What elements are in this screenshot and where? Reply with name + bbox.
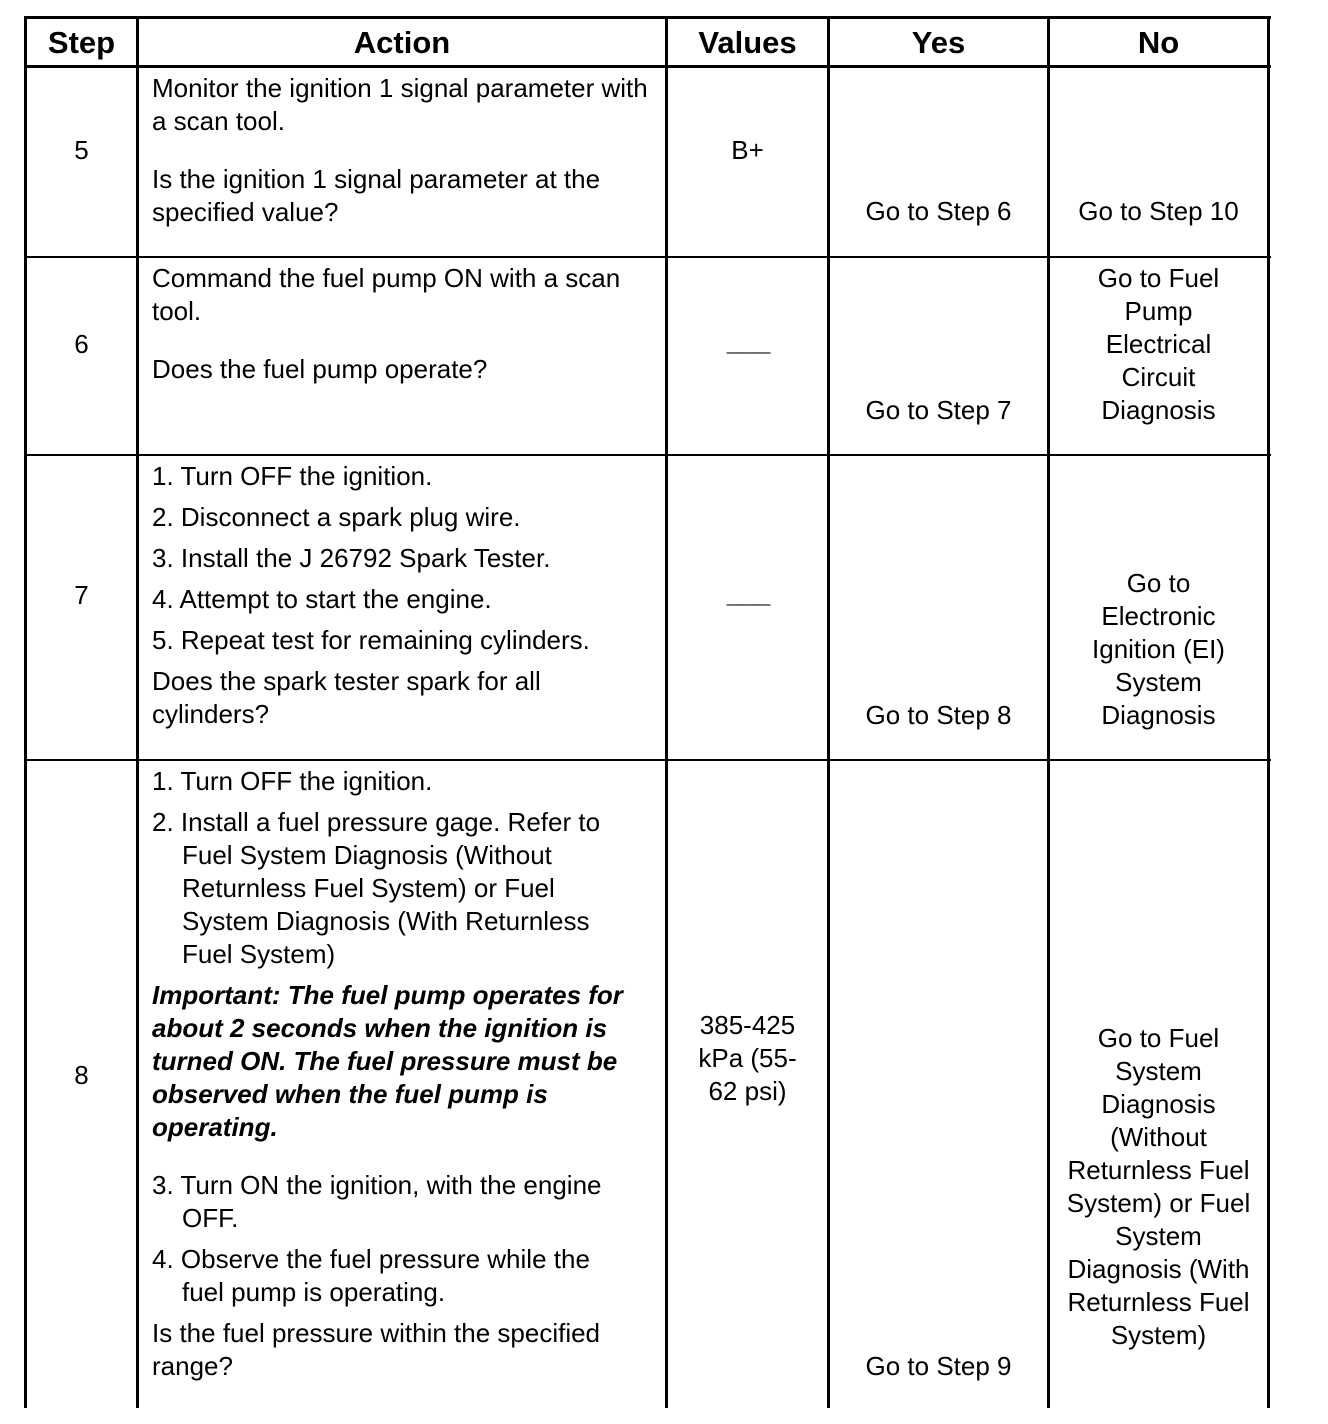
- action-question: Does the fuel pump operate?: [152, 354, 488, 384]
- column-divider: [136, 16, 139, 1408]
- step-number: 5: [74, 135, 89, 165]
- step-number: 8: [74, 1060, 89, 1090]
- list-item: 5. Repeat test for remaining cylinders.: [152, 625, 590, 655]
- action-cell: [152, 262, 642, 386]
- important-note: Important: The fuel pump operates for about 2 seconds when the ignition is turned ON. The fuel pressure must be observed when the fuel pump is operating.: [152, 980, 623, 1142]
- row-divider: [24, 256, 1271, 258]
- list-item: 4. Attempt to start the engine.: [152, 584, 492, 614]
- action-cell: [152, 765, 636, 1383]
- action-text: Monitor the ignition 1 signal parameter with a scan tool.: [152, 73, 648, 136]
- no-cell: Go to Electronic Ignition (EI) System Diagnosis: [1092, 568, 1225, 730]
- action-question: Does the spark tester spark for all cylinders?: [152, 666, 541, 729]
- action-cell: [152, 72, 652, 229]
- list-item: 1. Turn OFF the ignition.: [152, 461, 433, 491]
- no-cell: Go to Fuel Pump Electrical Circuit Diagnosis: [1097, 263, 1220, 425]
- values-cell: 385-425 kPa (55-62 psi): [698, 1010, 797, 1106]
- action-cell: [152, 460, 652, 731]
- table-border-top: [24, 16, 1271, 19]
- list-item: 3. Install the J 26792 Spark Tester.: [152, 543, 551, 573]
- yes-cell: Go to Step 6: [865, 196, 1012, 226]
- action-text: Command the fuel pump ON with a scan tool.: [152, 263, 621, 326]
- values-cell: B+: [731, 135, 764, 165]
- no-cell: Go to Fuel System Diagnosis (Without Returnless Fuel System) or Fuel System Diagnosis (With Returnless Fuel System): [1066, 1023, 1251, 1350]
- row-divider: [24, 454, 1271, 456]
- row-divider: [24, 759, 1271, 761]
- action-question: Is the ignition 1 signal parameter at the specified value?: [152, 164, 601, 227]
- header-values: Values: [698, 25, 797, 60]
- table-border-right: [1267, 16, 1270, 1408]
- step-number: 7: [74, 580, 89, 610]
- list-item: 3. Turn ON the ignition, with the engine OFF.: [152, 1170, 602, 1233]
- column-divider: [665, 16, 668, 1408]
- column-divider: [24, 16, 27, 1408]
- action-question: Is the fuel pressure within the specified range?: [152, 1318, 601, 1381]
- header-action: Action: [353, 25, 451, 60]
- list-item: 1. Turn OFF the ignition.: [152, 766, 433, 796]
- step-number: 6: [74, 329, 89, 359]
- list-item: 2. Disconnect a spark plug wire.: [152, 502, 521, 532]
- values-cell: ———: [726, 596, 769, 613]
- header-yes: Yes: [911, 25, 966, 60]
- no-cell: Go to Step 10: [1078, 196, 1239, 226]
- row-divider: [24, 65, 1271, 68]
- list-item: 2. Install a fuel pressure gage. Refer to Fuel System Diagnosis (Without Returnless Fuel System) or Fuel System Diagnosis (With Returnless Fuel System): [152, 807, 601, 969]
- yes-cell: Go to Step 9: [865, 1351, 1012, 1381]
- values-cell: ———: [726, 344, 769, 361]
- list-item: 4. Observe the fuel pressure while the fuel pump is operating.: [152, 1244, 590, 1307]
- header-no: No: [1137, 25, 1180, 60]
- header-step: Step: [47, 25, 116, 60]
- yes-cell: Go to Step 8: [865, 700, 1012, 730]
- yes-cell: Go to Step 7: [865, 395, 1012, 425]
